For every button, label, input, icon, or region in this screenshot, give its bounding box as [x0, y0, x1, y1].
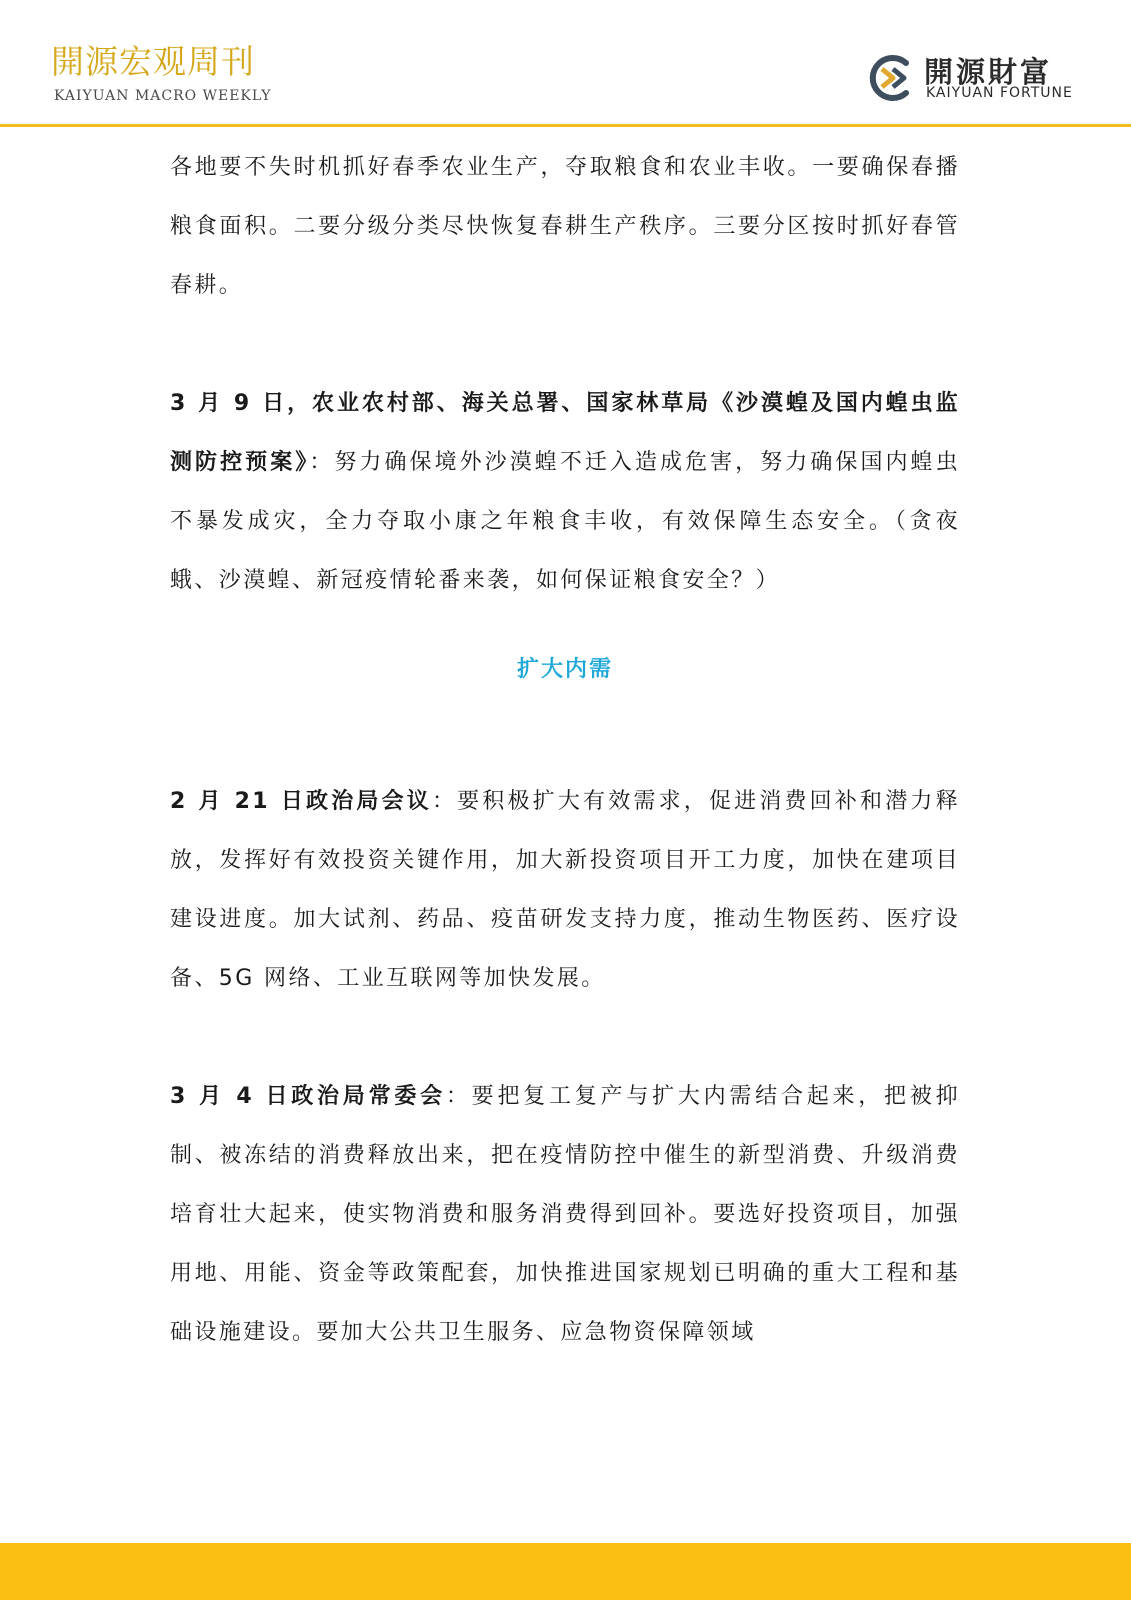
- spacer: [170, 1008, 960, 1067]
- spacer: [170, 690, 960, 772]
- logo-text-cn: 開源財富: [924, 55, 1053, 89]
- paragraph-text: ：要积极扩大有效需求，促进消费回补和潜力释放，发挥好有效投资关键作用，加大新投资项目开工力度，加快在建项目建设进度。加大试剂、药品、疫苗研发支持力度，推动生物医药、医疗设备、5G 网络、工业互联网等加快发展。: [170, 789, 960, 991]
- article-body: [170, 138, 960, 1362]
- kaiyuan-fortune-logo: [866, 50, 1096, 106]
- paragraph-text: ：努力确保境外沙漠蝗不迁入造成危害，努力确保国内蝗虫不暴发成灾，全力夺取小康之年粮食丰收，有效保障生态安全。（贪夜蛾、沙漠蝗、新冠疫情轮番来袭，如何保证粮食安全？）: [170, 450, 960, 593]
- paragraph-politburo-feb21: [170, 772, 960, 1008]
- paragraph-lead: 3 月 9 日，农业农村部、海关总署、国家林草局《沙漠蝗及国内蝗虫监测防控预案》: [170, 391, 960, 475]
- paragraph-standing-committee-mar4: [170, 1067, 960, 1362]
- paragraph-spring-farming: 各地要不失时机抓好春季农业生产，夺取粮食和农业丰收。一要确保春播粮食面积。二要分级分类尽快恢复春耕生产秩序。三要分区按时抓好春管春耕。: [170, 155, 960, 298]
- section-heading: 扩大内需: [516, 657, 613, 682]
- spacer: [170, 315, 960, 374]
- page-header: [0, 0, 1131, 126]
- logo-text-en: KAIYUAN FORTUNE: [926, 85, 1073, 101]
- paragraph-locust-plan: [170, 374, 960, 610]
- spacer: [170, 610, 960, 650]
- paragraph-lead: 3 月 4 日政治局常委会: [170, 1084, 446, 1109]
- publication-title: 開源宏观周刊: [51, 42, 255, 81]
- logo-mark-icon: [866, 53, 916, 103]
- header-divider: [0, 124, 1131, 127]
- publication-subtitle: KAIYUAN MACRO WEEKLY: [54, 88, 272, 104]
- footer-bar: [0, 1543, 1131, 1600]
- paragraph-lead: 2 月 21 日政治局会议: [170, 789, 432, 814]
- paragraph-text: ：要把复工复产与扩大内需结合起来，把被抑制、被冻结的消费释放出来，把在疫情防控中催生的新型消费、升级消费培育壮大起来，使实物消费和服务消费得到回补。要选好投资项目，加强用地、用能、资金等政策配套，加快推进国家规划已明确的重大工程和基础设施建设。要加大公共卫生服务、应急物资保障领域: [170, 1084, 960, 1345]
